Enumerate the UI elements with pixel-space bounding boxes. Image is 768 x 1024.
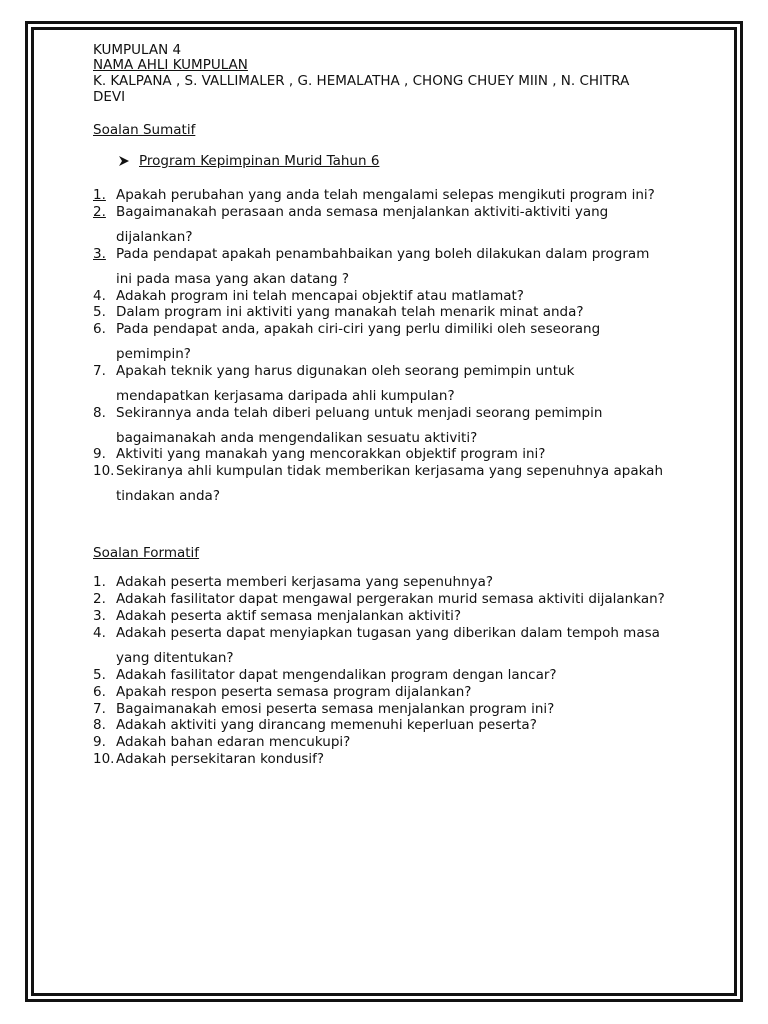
members-title: NAMA AHLI KUMPULAN [93,57,248,73]
list-item-text-continued: ini pada masa yang akan datang ? [116,271,349,287]
list-item-number: 6. [93,684,106,700]
list-item-number: 7. [93,363,106,379]
list-item-number: 10. [93,463,115,479]
list-item-number: 2. [93,591,106,607]
list-item-text: Aktiviti yang manakah yang mencorakkan objektif program ini? [116,446,546,462]
list-item-text-continued: yang ditentukan? [116,650,234,666]
list-item-number: 10. [93,751,115,767]
members-line: K. KALPANA , S. VALLIMALER , G. HEMALATHA , CHONG CHUEY MIIN , N. CHITRA [93,73,630,89]
page-border-inner [31,27,737,996]
list-item-text: Pada pendapat anda, apakah ciri-ciri yang perlu dimiliki oleh seseorang [116,321,601,337]
list-item-text: Adakah fasilitator dapat mengendalikan program dengan lancar? [116,667,557,683]
list-item-number: 1. [93,187,106,203]
list-item-text: Adakah bahan edaran mencukupi? [116,734,351,750]
members-line-continued: DEVI [93,89,126,105]
program-title: Program Kepimpinan Murid Tahun 6 [139,153,380,169]
list-item-text-continued: dijalankan? [116,229,193,245]
list-item-text: Sekirannya anda telah diberi peluang untuk menjadi seorang pemimpin [116,405,603,421]
list-item-text: Pada pendapat apakah penambahbaikan yang boleh dilakukan dalam program [116,246,650,262]
list-item-text: Adakah peserta aktif semasa menjalankan aktiviti? [116,608,462,624]
list-item-number: 8. [93,405,106,421]
list-item-text: Adakah persekitaran kondusif? [116,751,325,767]
list-item-number: 4. [93,288,106,304]
list-item-number: 3. [93,608,106,624]
list-item-number: 8. [93,717,106,733]
arrow-bullet-icon [118,155,130,167]
list-item-text: Bagaimanakah perasaan anda semasa menjalankan aktiviti-aktiviti yang [116,204,609,220]
list-item-text: Sekiranya ahli kumpulan tidak memberikan kerjasama yang sepenuhnya apakah [116,463,664,479]
list-item-text-continued: tindakan anda? [116,488,220,504]
group-label: KUMPULAN 4 [93,42,182,58]
list-item-text: Adakah program ini telah mencapai objektif atau matlamat? [116,288,524,304]
list-item-text: Adakah peserta memberi kerjasama yang sepenuhnya? [116,574,494,590]
list-item-text: Apakah teknik yang harus digunakan oleh seorang pemimpin untuk [116,363,575,379]
list-item-text-continued: pemimpin? [116,346,191,362]
list-item-text: Adakah fasilitator dapat mengawal pergerakan murid semasa aktiviti dijalankan? [116,591,665,607]
formatif-heading: Soalan Formatif [93,545,200,561]
list-item-number: 3. [93,246,106,262]
list-item-number: 7. [93,701,106,717]
list-item-text: Apakah perubahan yang anda telah mengalami selepas mengikuti program ini? [116,187,655,203]
sumatif-heading: Soalan Sumatif [93,122,196,138]
list-item-number: 5. [93,667,106,683]
list-item-text: Bagaimanakah emosi peserta semasa menjalankan program ini? [116,701,555,717]
list-item-number: 9. [93,734,106,750]
list-item-text-continued: mendapatkan kerjasama daripada ahli kumpulan? [116,388,455,404]
list-item-number: 2. [93,204,106,220]
list-item-number: 1. [93,574,106,590]
list-item-number: 6. [93,321,106,337]
list-item-text: Adakah aktiviti yang dirancang memenuhi keperluan peserta? [116,717,537,733]
list-item-number: 4. [93,625,106,641]
list-item-number: 5. [93,304,106,320]
list-item-number: 9. [93,446,106,462]
list-item-text: Adakah peserta dapat menyiapkan tugasan yang diberikan dalam tempoh masa [116,625,660,641]
list-item-text: Apakah respon peserta semasa program dijalankan? [116,684,472,700]
list-item-text: Dalam program ini aktiviti yang manakah telah menarik minat anda? [116,304,584,320]
list-item-text-continued: bagaimanakah anda mengendalikan sesuatu aktiviti? [116,430,478,446]
